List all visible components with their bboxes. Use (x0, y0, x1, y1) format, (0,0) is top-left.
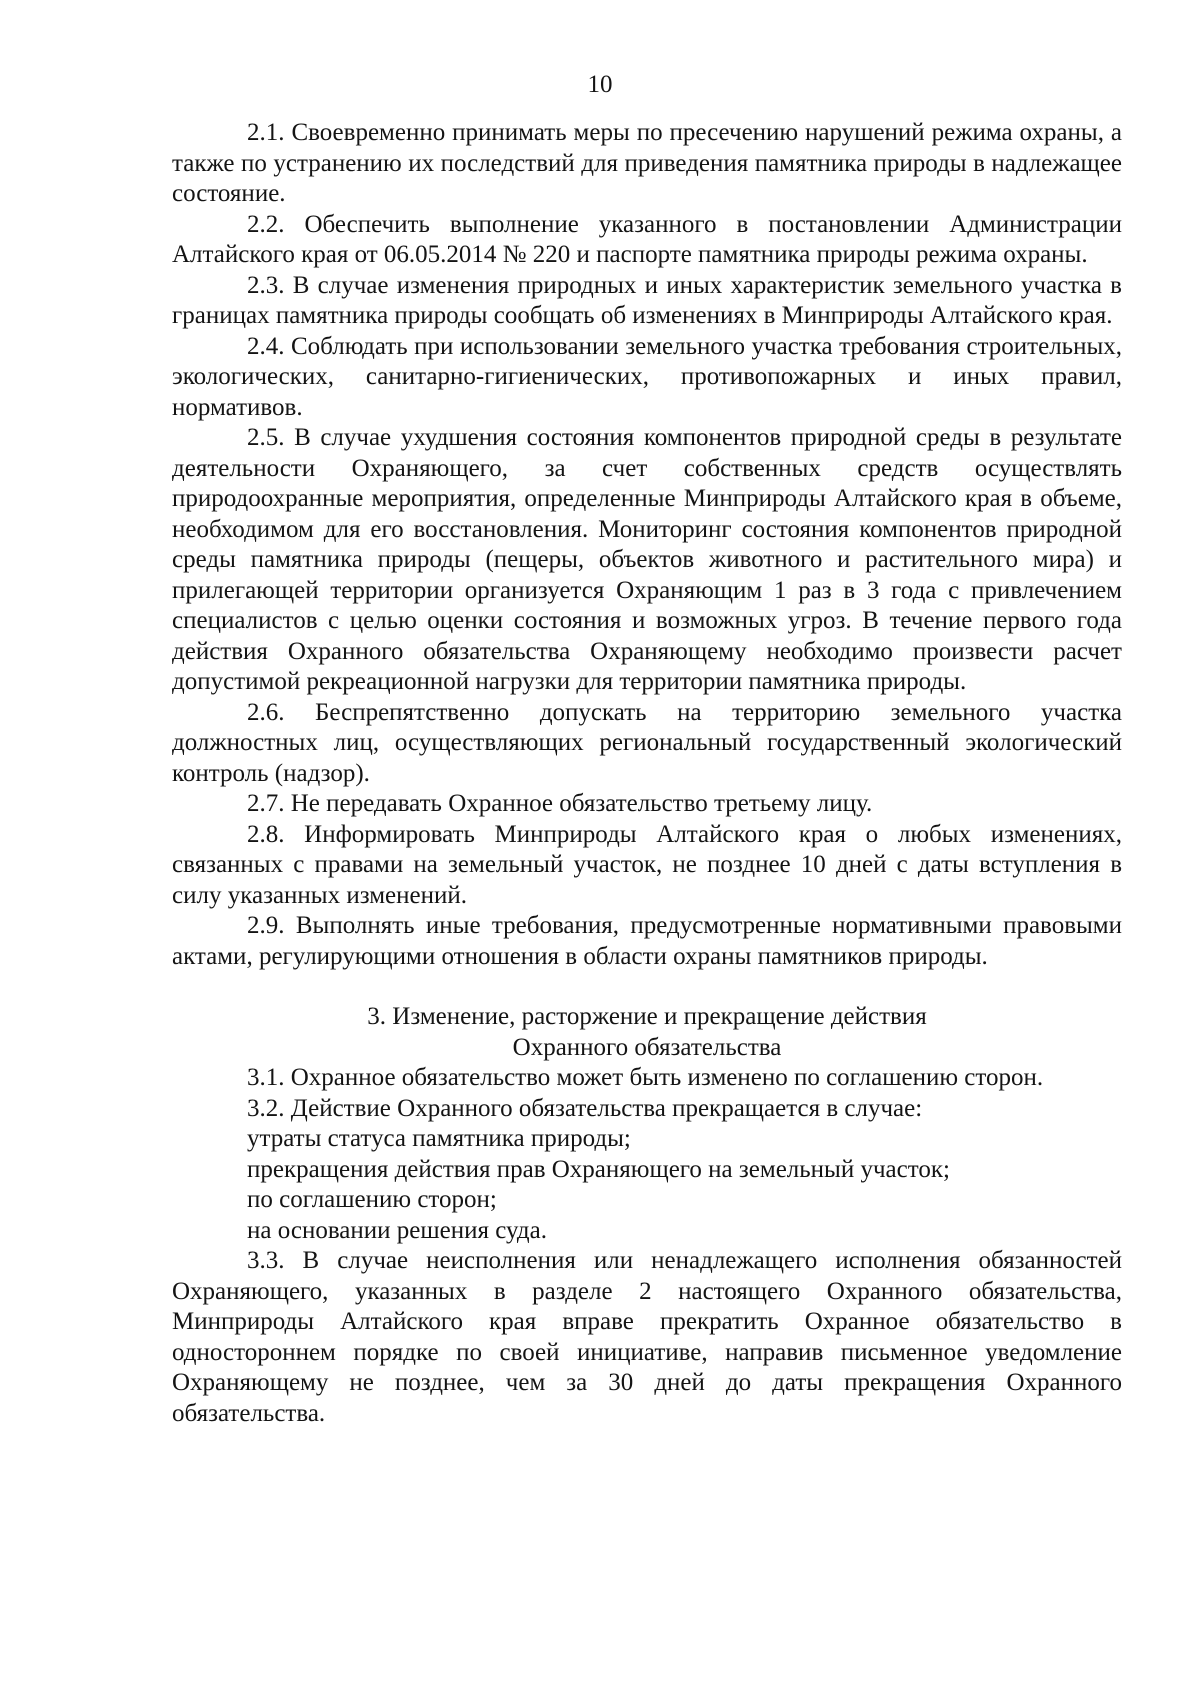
section-2-obligations (172, 118, 1122, 972)
section-3-termination (172, 1063, 1122, 1429)
clause-2-4: 2.4. Соблюдать при использовании земельного участка требования строительных, экологических, санитарно-гигиенических, противопожарных и иных правил, нормативов. (172, 332, 1122, 421)
clause-2-5: 2.5. В случае ухудшения состояния компонентов природной среды в результате деятельности Охраняющего, за счет собственных средств осуществлять природоохранные мероприятия, определенные Минприроды Алтайского края в объеме, необходимом для его восстановления. Мониторинг состояния компонентов природной среды памятника природы (пещеры, объектов животного и растительного мира) и прилегающей территории организуется Охраняющим 1 раз в 3 года с привлечением специалистов с целью оценки состояния и возможных угроз. В течение первого года действия Охранного обязательства Охраняющему необходимо произвести расчет допустимой рекреационной нагрузки для территории памятника природы. (172, 424, 1122, 695)
termination-case-3: по соглашению сторон; (247, 1186, 497, 1213)
section-3-heading (172, 1002, 1122, 1063)
termination-case-2: прекращения действия прав Охраняющего на земельный участок; (247, 1155, 950, 1183)
clause-2-8: 2.8. Информировать Минприроды Алтайского края о любых изменениях, связанных с правами на земельный участок, не позднее 10 дней с даты вступления в силу указанных изменений. (172, 820, 1122, 909)
section-3-heading-line-1: 3. Изменение, расторжение и прекращение действия (367, 1003, 927, 1030)
clause-2-6: 2.6. Беспрепятственно допускать на территорию земельного участка должностных лиц, осуществляющих региональный государственный экологический контроль (надзор). (172, 698, 1122, 787)
termination-case-1: утраты статуса памятника природы; (247, 1125, 631, 1152)
section-3-heading-line-2: Охранного обязательства (512, 1033, 782, 1061)
clause-2-7: 2.7. Не передавать Охранное обязательство третьему лицу. (247, 790, 873, 817)
clause-2-1: 2.1. Своевременно принимать меры по пресечению нарушений режима охраны, а также по устранению их последствий для приведения памятника природы в надлежащее состояние. (172, 119, 1122, 207)
clause-2-3: 2.3. В случае изменения природных и иных характеристик земельного участка в границах памятника природы сообщать об изменениях в Минприроды Алтайского края. (172, 271, 1122, 329)
clause-3-3: 3.3. В случае неисполнения или ненадлежащего исполнения обязанностей Охраняющего, указанных в разделе 2 настоящего Охранного обязательства, Минприроды Алтайского края вправе прекратить Охранное обязательство в одностороннем порядке по своей инициативе, направив письменное уведомление Охраняющему не позднее, чем за 30 дней до даты прекращения Охранного обязательства. (172, 1247, 1122, 1427)
clause-2-9: 2.9. Выполнять иные требования, предусмотренные нормативными правовыми актами, регулирующими отношения в области охраны памятников природы. (172, 912, 1122, 970)
clause-2-2: 2.2. Обеспечить выполнение указанного в постановлении Администрации Алтайского края от 06.05.2014 № 220 и паспорте памятника природы режима охраны. (172, 210, 1122, 268)
document-body (172, 118, 1122, 1429)
clause-3-1: 3.1. Охранное обязательство может быть изменено по соглашению сторон. (247, 1064, 1044, 1091)
page-number: 10 (587, 71, 613, 98)
clause-3-2: 3.2. Действие Охранного обязательства прекращается в случае: (247, 1094, 923, 1122)
termination-case-4: на основании решения суда. (247, 1216, 547, 1244)
